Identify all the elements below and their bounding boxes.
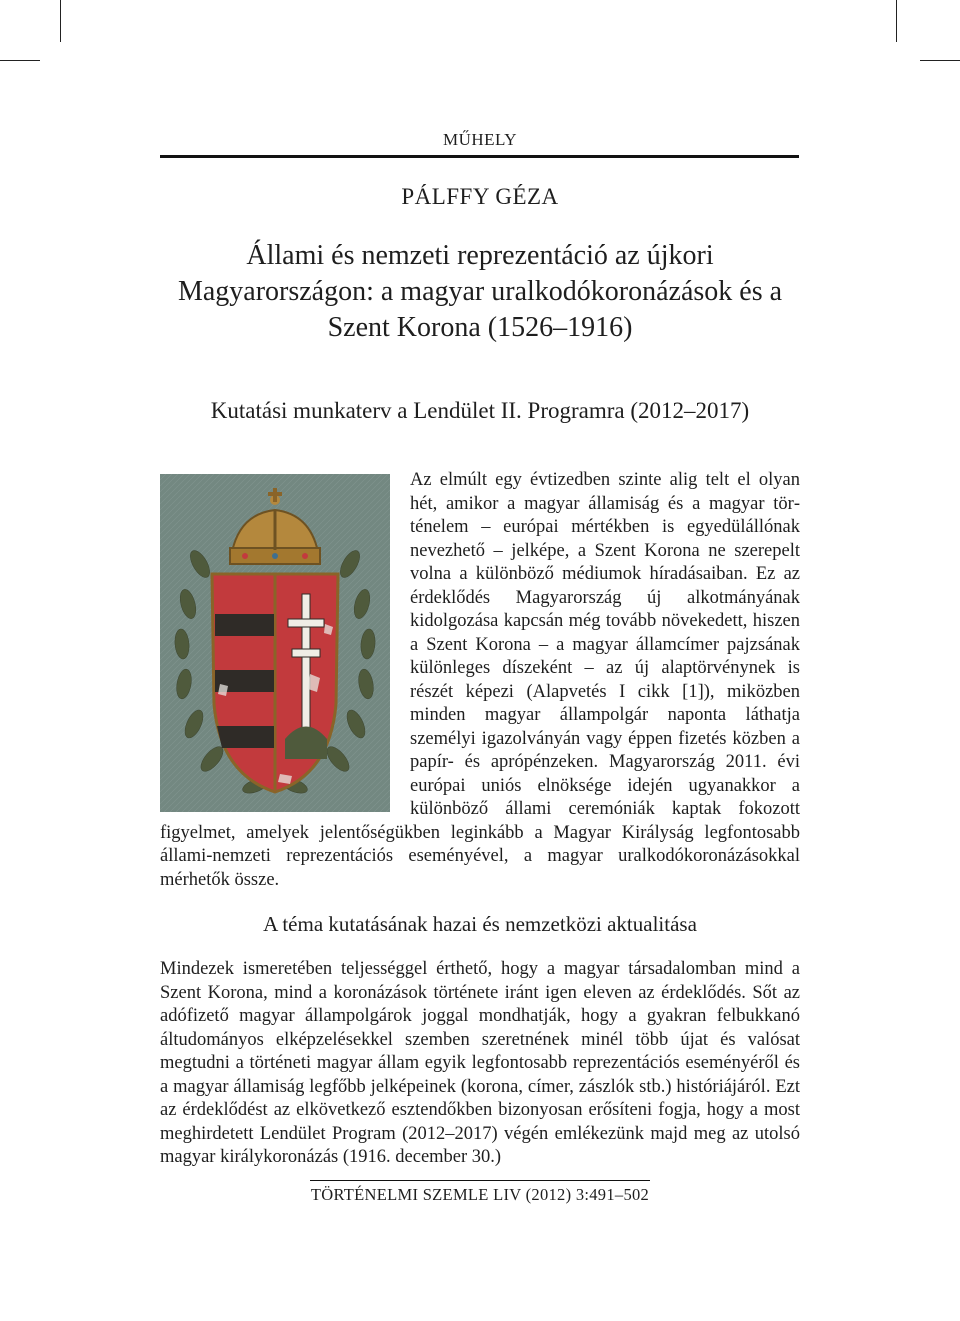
- body-paragraph: Mindezek ismeretében teljességgel érthető, hogy a magyar társadalomban mind a Szent Korona, mind a koronázások története iránt igen eleven az érdeklődés. Sőt az adófizető magyar állampolgárok joggal mondhatják, hogy a gyakran felbukkanó áltudományos elképzelésekkel szemben szeretnének minél több újat és valósat megtudni a történeti magyar állam egyik legfontosabb reprezentációs eseményéről és a magyar államiság legfőbb jelképeinek (korona, címer, zászlók stb.) históriájáról. Ezt az érdeklődést az elkövetkező esztendőkben bizonyosan erősíteni fogja, hogy a most meghirdetett Lendület Program (2012–2017) végén emlékezünk majd meg az utolsó magyar királykoronázás (1916. december 30.): [160, 959, 800, 1167]
- section-rule: [160, 155, 799, 158]
- article-title: Állami és nemzeti reprezentáció az újkori Magyarországon: a magyar uralkodókoronázások és a Szent Korona (1526–1916): [177, 240, 783, 343]
- footer-rule: [310, 1180, 650, 1181]
- section-label: MŰHELY: [442, 130, 517, 149]
- shield-icon: [212, 574, 338, 792]
- crop-mark-right-horizontal: [920, 60, 960, 61]
- coat-of-arms-image: [160, 474, 390, 812]
- coat-of-arms-figure: [160, 474, 390, 812]
- journal-footer: TÖRTÉNELMI SZEMLE LIV (2012) 3:491–502: [310, 1185, 650, 1204]
- section-heading: A téma kutatásának hazai és nemzetközi aktualitása: [263, 912, 697, 936]
- crop-mark-top-left: [60, 0, 61, 42]
- author-name: PÁLFFY GÉZA: [401, 184, 559, 209]
- crop-mark-top-right: [896, 0, 897, 42]
- article-subtitle: Kutatási munkaterv a Lendület II. Programra (2012–2017): [210, 398, 750, 423]
- crop-mark-left-horizontal: [0, 60, 40, 61]
- intro-block: [160, 469, 800, 892]
- intro-paragraph: Az elmúlt egy évtizedben szinte alig telt el olyan hét, amikor a magyar államiság és a magyar történelem – európai mértékben is egyedülállónak nevezhető – jelképe, a Szent Korona ne szerepelt volna a különböző médiumok híradásaiban. Ez az érdeklődés Magyarország új alkotmányának kidolgozása kapcsán még tovább növekedett, hiszen a Szent Korona – a magyar államcímer pajzsának különleges díszeként – az új alaptörvénynek is részét képezi (Alapvetés I cikk [1]), miközben minden magyar állampolgár naponta láthatja személyi igazolványán vagy éppen fizetés közben a papír- és aprópénzeken. Magyarország 2011. évi európai uniós elnöksége idején ugyanakkor a különböző állami ceremóniák kaptak fokozott figyelmet, amelyek jelentőségükben leginkább a Magyar Királyság legfontosabb állami-nemzeti reprezentációs eseményével, a magyar uralkodókoronázásokkal mérhetők össze.: [160, 470, 800, 890]
